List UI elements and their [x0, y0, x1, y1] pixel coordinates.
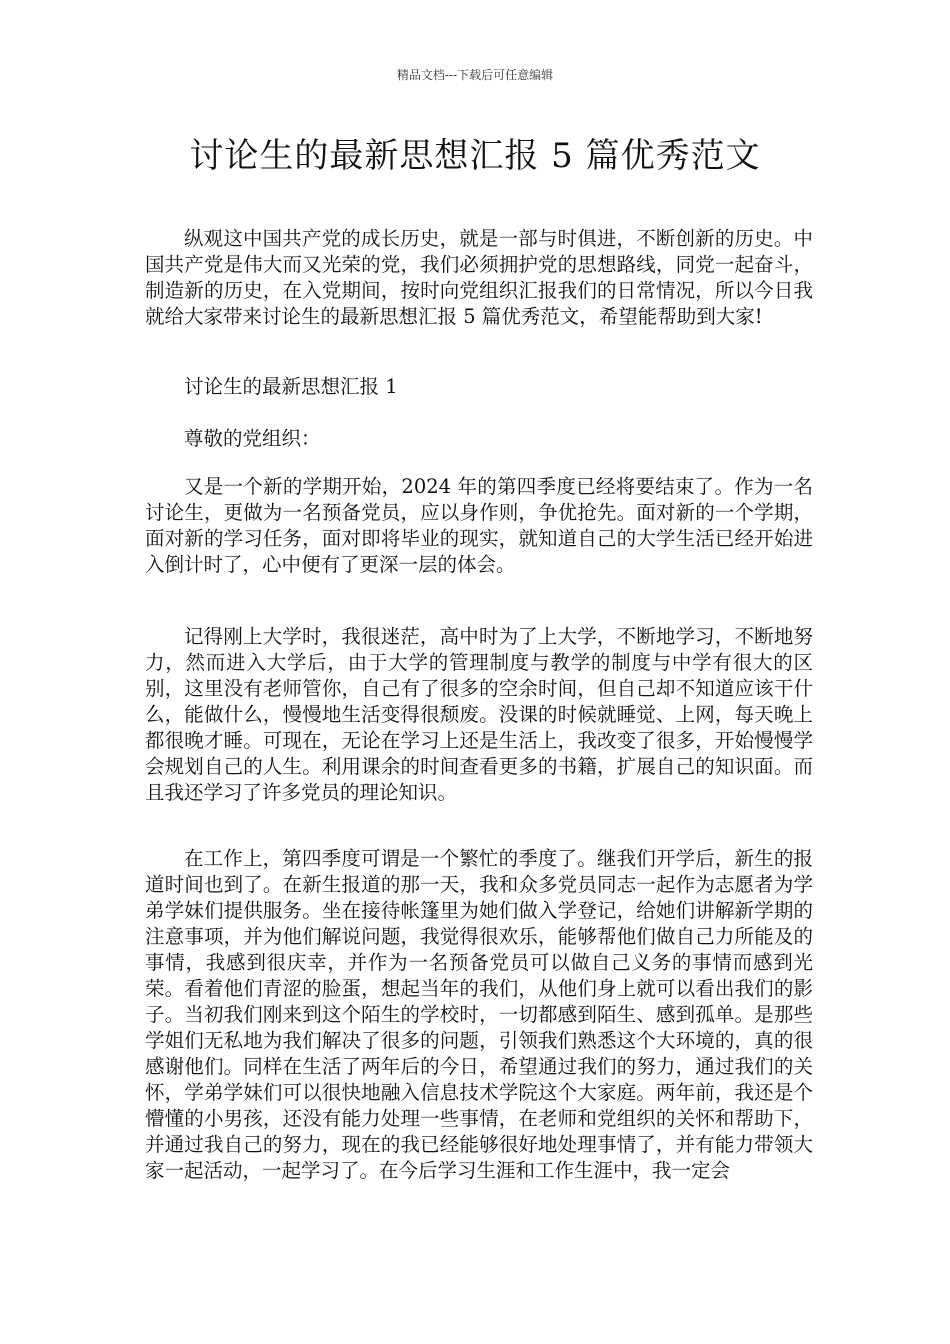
salutation: 尊敬的党组织：	[184, 427, 321, 450]
body-paragraph: 在工作上，第四季度可谓是一个繁忙的季度了。继我们开学后，新生的报道时间也到了。在新生报道的那一天，我和众多党员同志一起作为志愿者为学弟学妹们提供服务。坐在接待帐篷里为她们做入学登记，给她们讲解新学期的注意事项，并为他们解说问题，我觉得很欢乐，能够帮他们做自己力所能及的事情，我感到很庆幸，并作为一名预备党员可以做自己义务的事情而感到光荣。看着他们青涩的脸蛋，想起当年的我们，从他们身上就可以看出我们的影子。当初我们刚来到这个陌生的学校时，一切都感到陌生、感到孤单。是那些学姐们无私地为我们解决了很多的问题，引领我们熟悉这个大环境的，真的很感谢他们。同样在生活了两年后的今日，希望通过我们的努力，通过我们的关怀，学弟学妹们可以很快地融入信息技术学院这个大家庭。两年前，我还是个懵懂的小男孩，还没有能力处理一些事情，在老师和党组织的关怀和帮助下，并通过我自己的努力，现在的我已经能够很好地处理事情了，并有能力带领大家一起活动，一起学习了。在今后学习生涯和工作生涯中，我一定会	[145, 847, 813, 1182]
document-title: 讨论生的最新思想汇报 5 篇优秀范文	[189, 136, 761, 176]
intro-paragraph: 纵观这中国共产党的成长历史，就是一部与时俱进，不断创新的历史。中国共产党是伟大而又光荣的党，我们必须拥护党的思想路线，同党一起奋斗，制造新的历史，在入党期间，按时向党组织汇报我们的日常情况，所以今日我就给大家带来讨论生的最新思想汇报 5 篇优秀范文，希望能帮助到大家!	[145, 227, 813, 328]
body-paragraph: 记得刚上大学时，我很迷茫，高中时为了上大学，不断地学习，不断地努力，然而进入大学后，由于大学的管理制度与教学的制度与中学有很大的区别，这里没有老师管你，自己有了很多的空余时间，但自己却不知道应该干什么，能做什么，慢慢地生活变得很颓废。没课的时候就睡觉、上网，每天晚上都很晚才睡。可现在，无论在学习上还是生活上，我改变了很多，开始慢慢学会规划自己的人生。利用课余的时间查看更多的书籍，扩展自己的知识面。而且我还学习了许多党员的理论知识。	[145, 625, 813, 804]
section-heading: 讨论生的最新思想汇报 1	[184, 375, 398, 398]
body-paragraph: 又是一个新的学期开始，2024 年的第四季度已经将要结束了。作为一名讨论生，更做为一名预备党员，应以身作则，争优抢先。面对新的一个学期，面对新的学习任务，面对即将毕业的现实，就知道自己的大学生活已经开始进入倒计时了，心中便有了更深一层的体会。	[145, 475, 813, 576]
header-note: 精品文档---下载后可任意编辑	[396, 68, 554, 82]
